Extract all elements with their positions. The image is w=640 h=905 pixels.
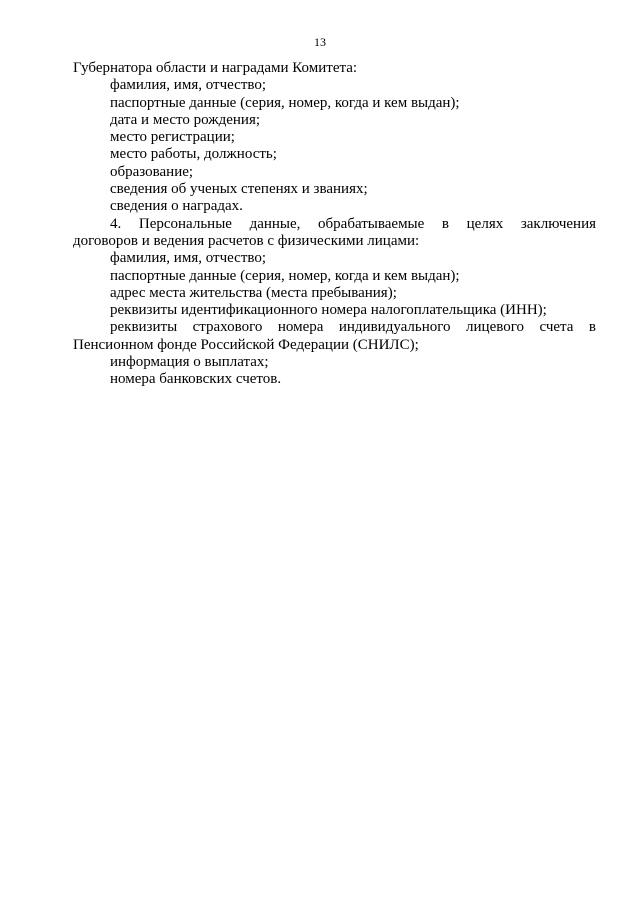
list-item: фамилия, имя, отчество; [110,77,267,94]
list-item: адрес места жительства (места пребывания); [110,284,397,301]
list-item: сведения об ученых степенях и званиях; [110,181,368,198]
text-line: Пенсионном фонде Российской Федерации (СНИЛС); [73,336,419,353]
document-body [73,60,596,389]
list-item: реквизиты страхового номера индивидуального лицевого счета в [110,319,596,336]
list-item: место работы, должность; [110,146,277,163]
list-item: паспортные данные (серия, номер, когда и кем выдан); [110,94,460,111]
section-heading-line: 4. Персональные данные, обрабатываемые в целях заключения [110,215,596,232]
list-item: дата и место рождения; [110,111,261,128]
list-item: место регистрации; [110,129,235,146]
list-item: информация о выплатах; [110,354,269,371]
text-line: договоров и ведения расчетов с физическими лицами: [73,232,420,249]
list-item: образование; [110,163,194,180]
list-item: номера банковских счетов. [110,371,282,388]
page-number: 13 [314,35,326,49]
list-item: реквизиты идентификационного номера налогоплательщика (ИНН); [110,302,547,319]
list-item: паспортные данные (серия, номер, когда и кем выдан); [110,267,460,284]
list-item: сведения о наградах. [110,198,243,215]
list-item: фамилия, имя, отчество; [110,250,267,267]
text-line: Губернатора области и наградами Комитета: [73,60,358,76]
